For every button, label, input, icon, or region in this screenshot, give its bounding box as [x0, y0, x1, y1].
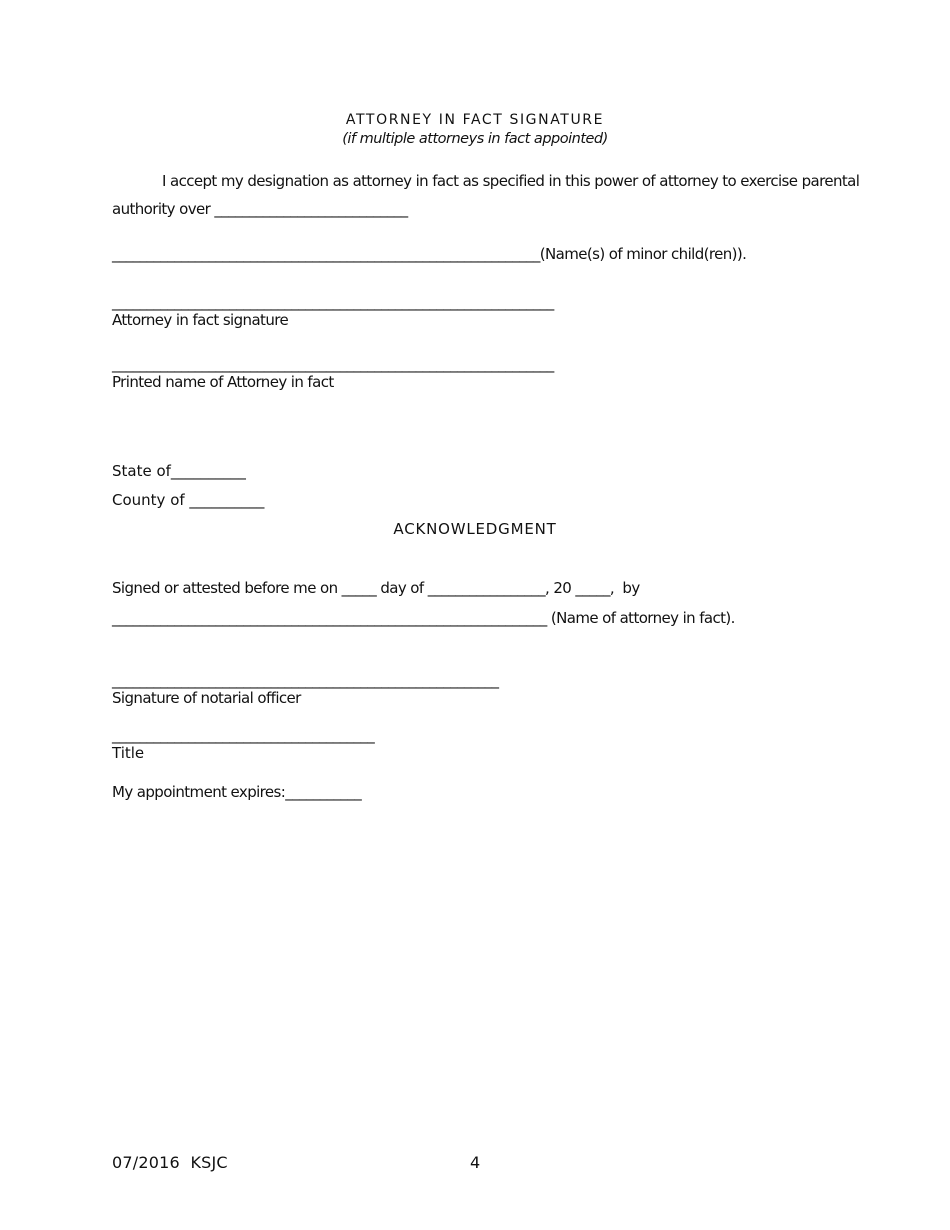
notary-signature-line: ________________________________________________________: [112, 671, 499, 689]
attorney-printed-name-label: Printed name of Attorney in fact: [112, 373, 334, 391]
notary-title-label: Title: [112, 744, 145, 762]
footer-page-number: 4: [470, 1153, 481, 1172]
attorney-printed-name-line: ________________________________________________________________: [112, 355, 554, 373]
page-title: ATTORNEY IN FACT SIGNATURE: [345, 112, 605, 128]
footer-form-code: 07/2016 KSJC: [112, 1153, 228, 1172]
notary-signature-label: Signature of notarial officer: [112, 689, 301, 707]
attorney-signature-line: ________________________________________________________________: [112, 293, 554, 311]
county-of-line: County of __________: [112, 491, 265, 509]
acknowledgment-heading: ACKNOWLEDGMENT: [393, 520, 557, 538]
minor-children-line: ______________________________________________________________(Name(s) of minor child(ren)).: [112, 245, 747, 263]
state-of-line: State of__________: [112, 462, 246, 480]
acceptance-line-2: authority over ____________________________: [112, 200, 408, 218]
acknowledgment-line-1: Signed or attested before me on _____ day of _________________, 20 _____, by: [112, 579, 640, 597]
notary-title-line: ______________________________________: [112, 726, 375, 744]
appointment-expires-line: My appointment expires:___________: [112, 783, 362, 801]
page-subtitle: (if multiple attorneys in fact appointed): [342, 131, 608, 147]
attorney-signature-label: Attorney in fact signature: [112, 311, 289, 329]
acknowledgment-line-2: _______________________________________________________________ (Name of attorney in fact).: [112, 609, 735, 627]
acceptance-line-1: I accept my designation as attorney in fact as specified in this power of attorney to exercise parental: [162, 172, 860, 190]
